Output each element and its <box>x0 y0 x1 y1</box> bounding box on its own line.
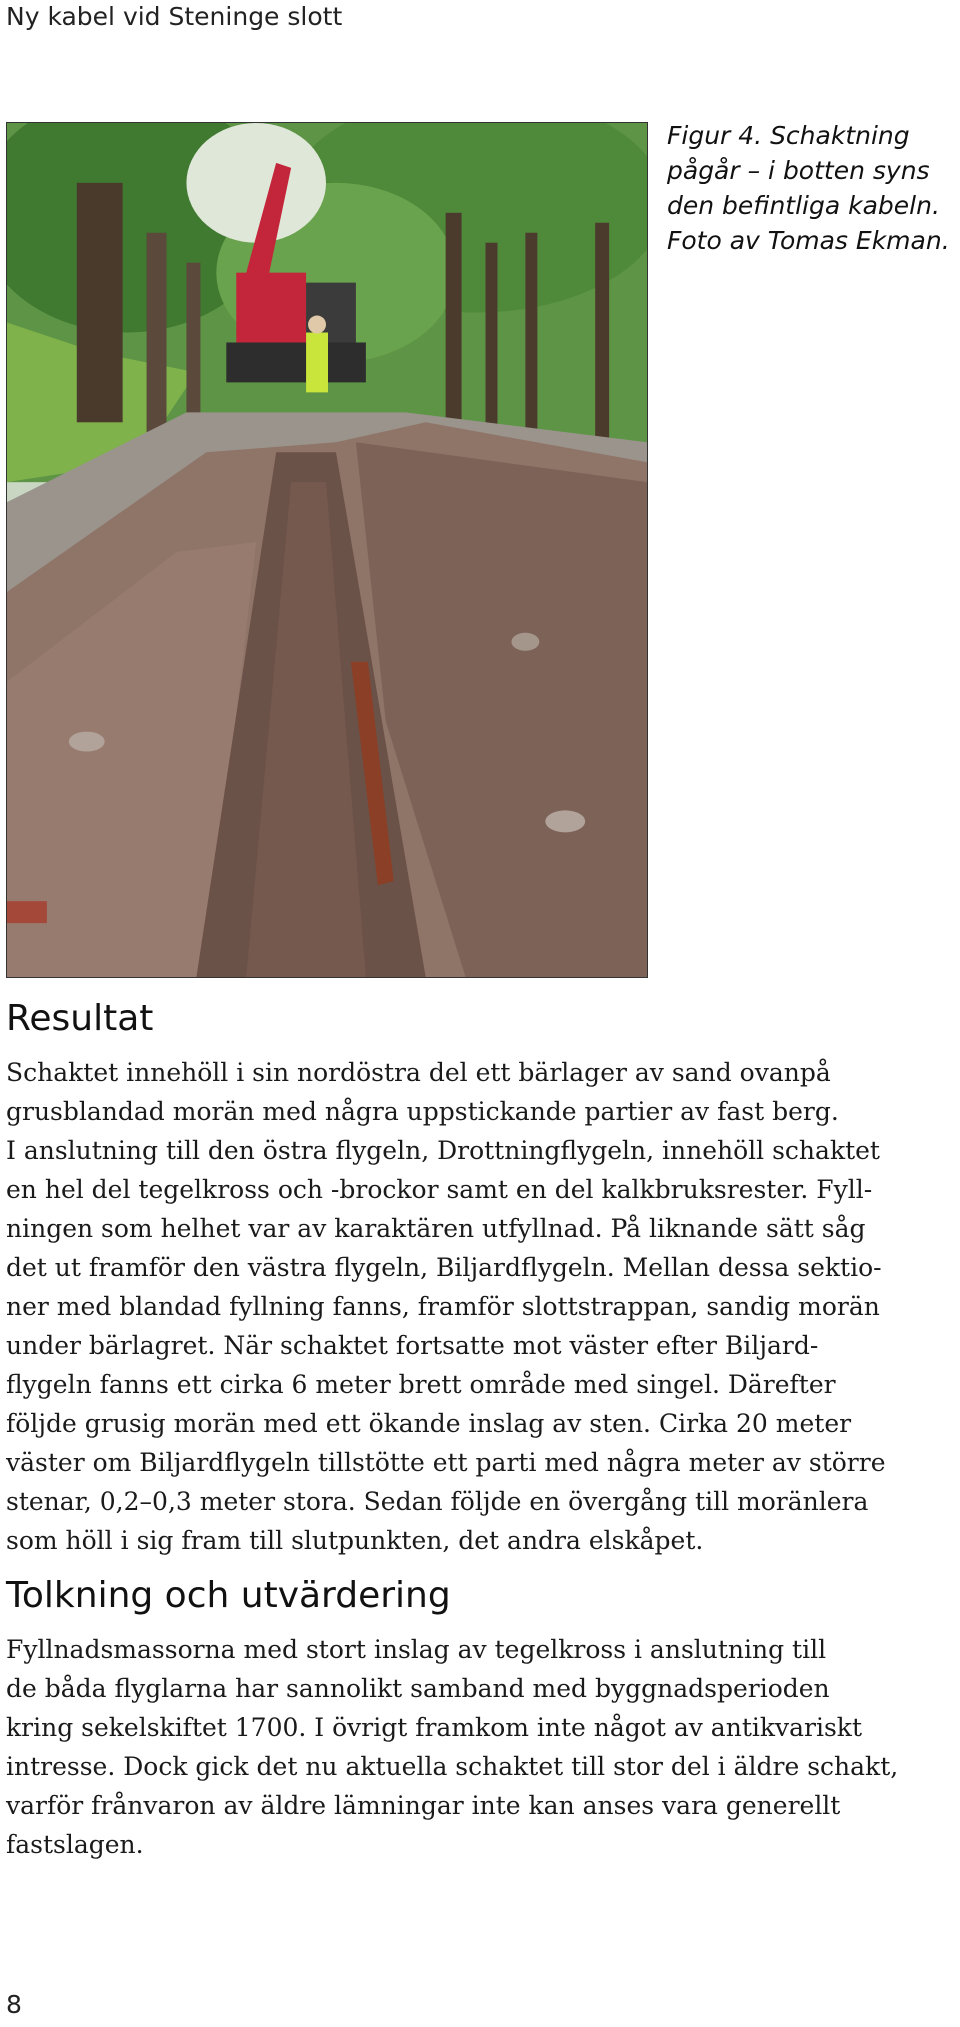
text-line: kring sekelskiftet 1700. I övrigt framkom inte något av antikvariskt <box>6 1713 863 1742</box>
text-line: intresse. Dock gick det nu aktuella schaktet till stor del i äldre schakt, <box>6 1752 899 1781</box>
text-line: Schaktet innehöll i sin nordöstra del ett bärlager av sand ovanpå <box>6 1058 831 1087</box>
photo-illustration <box>7 123 647 977</box>
text-line: det ut framför den västra flygeln, Biljardflygeln. Mellan dessa sektio- <box>6 1253 882 1282</box>
caption-line: den befintliga kabeln. <box>667 191 940 220</box>
text-line: väster om Biljardflygeln tillstötte ett parti med några meter av större <box>6 1448 886 1477</box>
text-line: under bärlagret. När schaktet fortsatte mot väster efter Biljard- <box>6 1331 819 1360</box>
running-head: Ny kabel vid Steninge slott <box>6 2 343 31</box>
text-line: I anslutning till den östra flygeln, Drottningflygeln, innehöll schaktet <box>6 1136 880 1165</box>
text-line: grusblandad morän med några uppstickande partier av fast berg. <box>6 1097 839 1126</box>
section-body-tolkning <box>6 1630 956 1864</box>
text-line: ner med blandad fyllning fanns, framför slottstrappan, sandig morän <box>6 1292 880 1321</box>
text-line: flygeln fanns ett cirka 6 meter brett område med singel. Därefter <box>6 1370 836 1399</box>
section-body-resultat <box>6 1053 956 1560</box>
text-line: varför frånvaron av äldre lämningar inte kan anses vara generellt <box>6 1791 841 1820</box>
text-line: fastslagen. <box>6 1830 144 1859</box>
section-heading-tolkning: Tolkning och utvärdering <box>6 1575 451 1616</box>
caption-line: pågår – i botten syns <box>667 156 930 185</box>
section-heading-resultat: Resultat <box>6 998 154 1039</box>
text-line: ningen som helhet var av karaktären utfyllnad. På liknande sätt såg <box>6 1214 866 1243</box>
text-line: som höll i sig fram till slutpunkten, det andra elskåpet. <box>6 1526 704 1555</box>
text-line: stenar, 0,2–0,3 meter stora. Sedan följde en övergång till moränlera <box>6 1487 869 1516</box>
caption-line: Foto av Tomas Ekman. <box>667 226 950 255</box>
caption-line: Figur 4. Schaktning <box>667 121 910 150</box>
text-line: Fyllnadsmassorna med stort inslag av tegelkross i anslutning till <box>6 1635 827 1664</box>
text-line: en hel del tegelkross och -brockor samt en del kalkbruksrester. Fyll- <box>6 1175 873 1204</box>
text-line: följde grusig morän med ett ökande inslag av sten. Cirka 20 meter <box>6 1409 852 1438</box>
text-line: de båda flyglarna har sannolikt samband med byggnadsperioden <box>6 1674 830 1703</box>
page-number: 8 <box>6 1990 22 2019</box>
excavation-photo <box>6 122 648 978</box>
figure-caption <box>667 118 952 258</box>
